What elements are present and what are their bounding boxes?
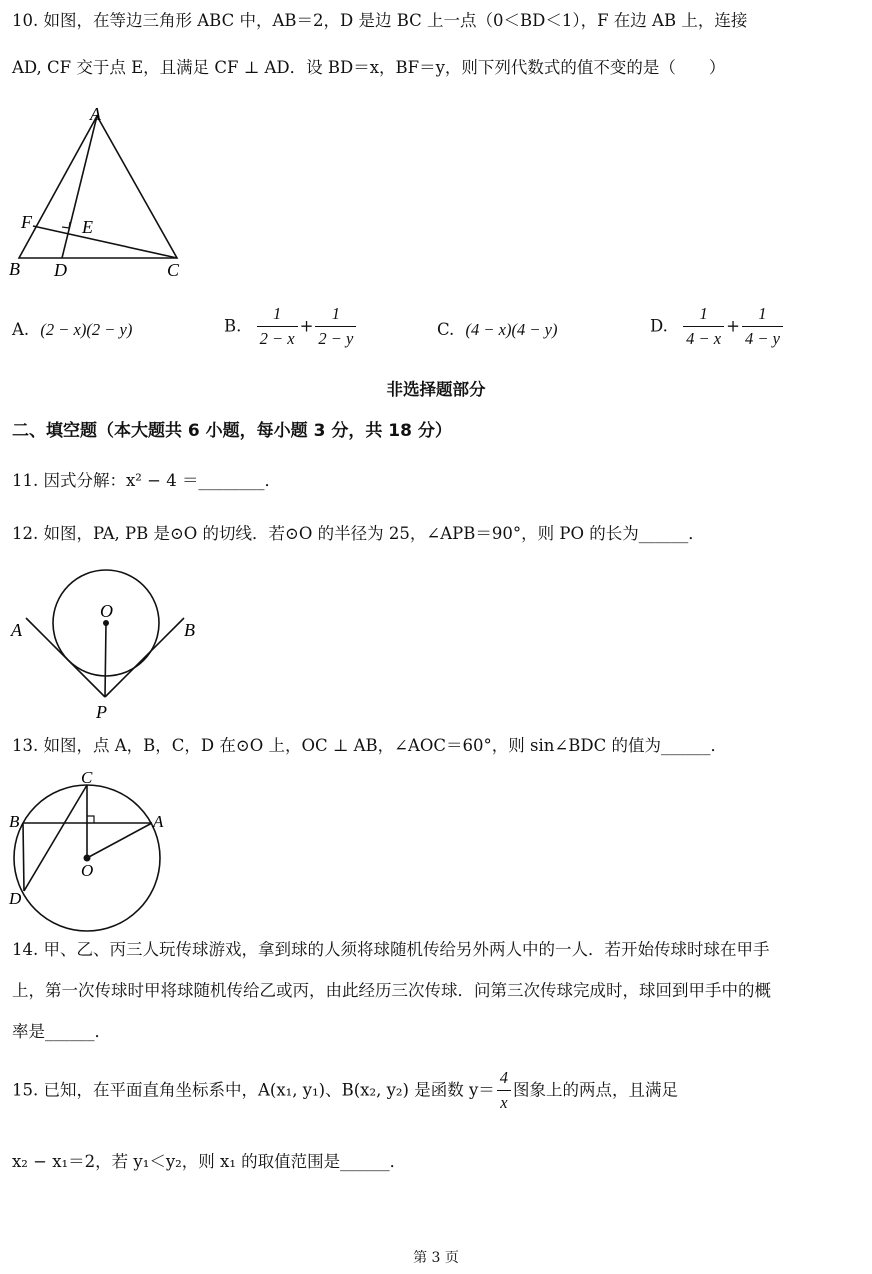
q12-text: 12. 如图，PA, PB 是⊙O 的切线．若⊙O 的半径为 25，∠APB＝90°，则 PO 的长为______． — [12, 524, 705, 543]
q14-line2: 上，第一次传球时甲将球随机传给乙或丙，由此经历三次传球．问第三次传球完成时，球回到甲手中的概 — [12, 981, 771, 1000]
option-d-fraction-1: $\frac{1}{4 - x}$ — [683, 304, 724, 349]
label-c: C — [81, 768, 93, 787]
q15-line1: 15. 已知，在平面直角坐标系中，A(x₁, y₁)、B(x₂, y₂) 是函数 y＝ $\frac{4}{x}$ 图象上的两点，且满足 — [12, 1068, 679, 1112]
option-d[interactable]: D. $\frac{1}{4 - x}$ + $\frac{1}{4 - y}$ — [650, 304, 785, 349]
section-fill-heading: 二、填空题（本大题共 6 小题，每小题 3 分，共 18 分） — [12, 421, 452, 441]
q12-tangent-figure — [0, 560, 210, 725]
option-b-fraction-2: $\frac{1}{2 - y}$ — [315, 304, 356, 349]
label-e: E — [82, 217, 93, 237]
label-a: A — [11, 620, 22, 640]
label-b: B — [184, 620, 195, 640]
q10-line1: 10. 如图，在等边三角形 ABC 中，AB＝2，D 是边 BC 上一点（0＜BD＜1），F 在边 AB 上，连接 — [12, 11, 748, 30]
option-b[interactable]: B. $\frac{1}{2 - x}$ + $\frac{1}{2 - y}$ — [224, 304, 358, 349]
label-b: B — [9, 259, 20, 279]
q11-text: 11. 因式分解：x² − 4 ＝________． — [12, 471, 281, 490]
q10-line2: AD, CF 交于点 E，且满足 CF ⊥ AD．设 BD＝x，BF＝y，则下列代数式的值不变的是（ ） — [12, 58, 726, 77]
q15-line2: x₂ − x₁＝2，若 y₁＜y₂，则 x₁ 的取值范围是______． — [12, 1152, 407, 1171]
q13-text: 13. 如图，点 A，B，C，D 在⊙O 上，OC ⊥ AB，∠AOC＝60°，则 sin∠BDC 的值为______． — [12, 736, 727, 755]
option-c[interactable]: C. (4 − x)(4 − y) — [437, 320, 558, 339]
q14-line1: 14. 甲、乙、丙三人玩传球游戏，拿到球的人须将球随机传给另外两人中的一人．若开始传球时球在甲手 — [12, 940, 770, 959]
label-a: A — [90, 104, 101, 124]
label-c: C — [167, 260, 180, 280]
label-d: D — [54, 260, 67, 280]
q15-fraction: $\frac{4}{x}$ — [497, 1068, 511, 1113]
label-o: O — [81, 861, 94, 880]
tangent-pa — [26, 618, 105, 697]
page-footer: 第 3 页 — [413, 1250, 459, 1266]
label-d: D — [9, 889, 22, 908]
segment-cf — [33, 226, 177, 258]
label-b: B — [9, 812, 20, 831]
section-nonchoice-heading: 非选择题部分 — [386, 380, 486, 399]
q10-triangle-figure — [0, 100, 200, 285]
q13-circle-figure — [0, 765, 180, 935]
label-a: A — [153, 812, 164, 831]
tangent-pb — [105, 618, 184, 697]
segment-cd — [24, 785, 87, 891]
option-b-fraction-1: $\frac{1}{2 - x}$ — [257, 304, 298, 349]
triangle-abc — [19, 116, 177, 258]
segment-oa — [87, 823, 152, 858]
segment-po — [105, 623, 106, 697]
label-p: P — [96, 702, 107, 722]
option-d-fraction-2: $\frac{1}{4 - y}$ — [742, 304, 783, 349]
segment-bd — [23, 823, 24, 891]
option-a[interactable]: A. (2 − x)(2 − y) — [12, 320, 133, 339]
right-angle-mark — [87, 816, 94, 823]
label-o: O — [100, 601, 113, 621]
q14-line3: 率是______． — [12, 1022, 111, 1041]
right-angle-mark — [62, 222, 70, 228]
label-f: F — [21, 212, 32, 232]
